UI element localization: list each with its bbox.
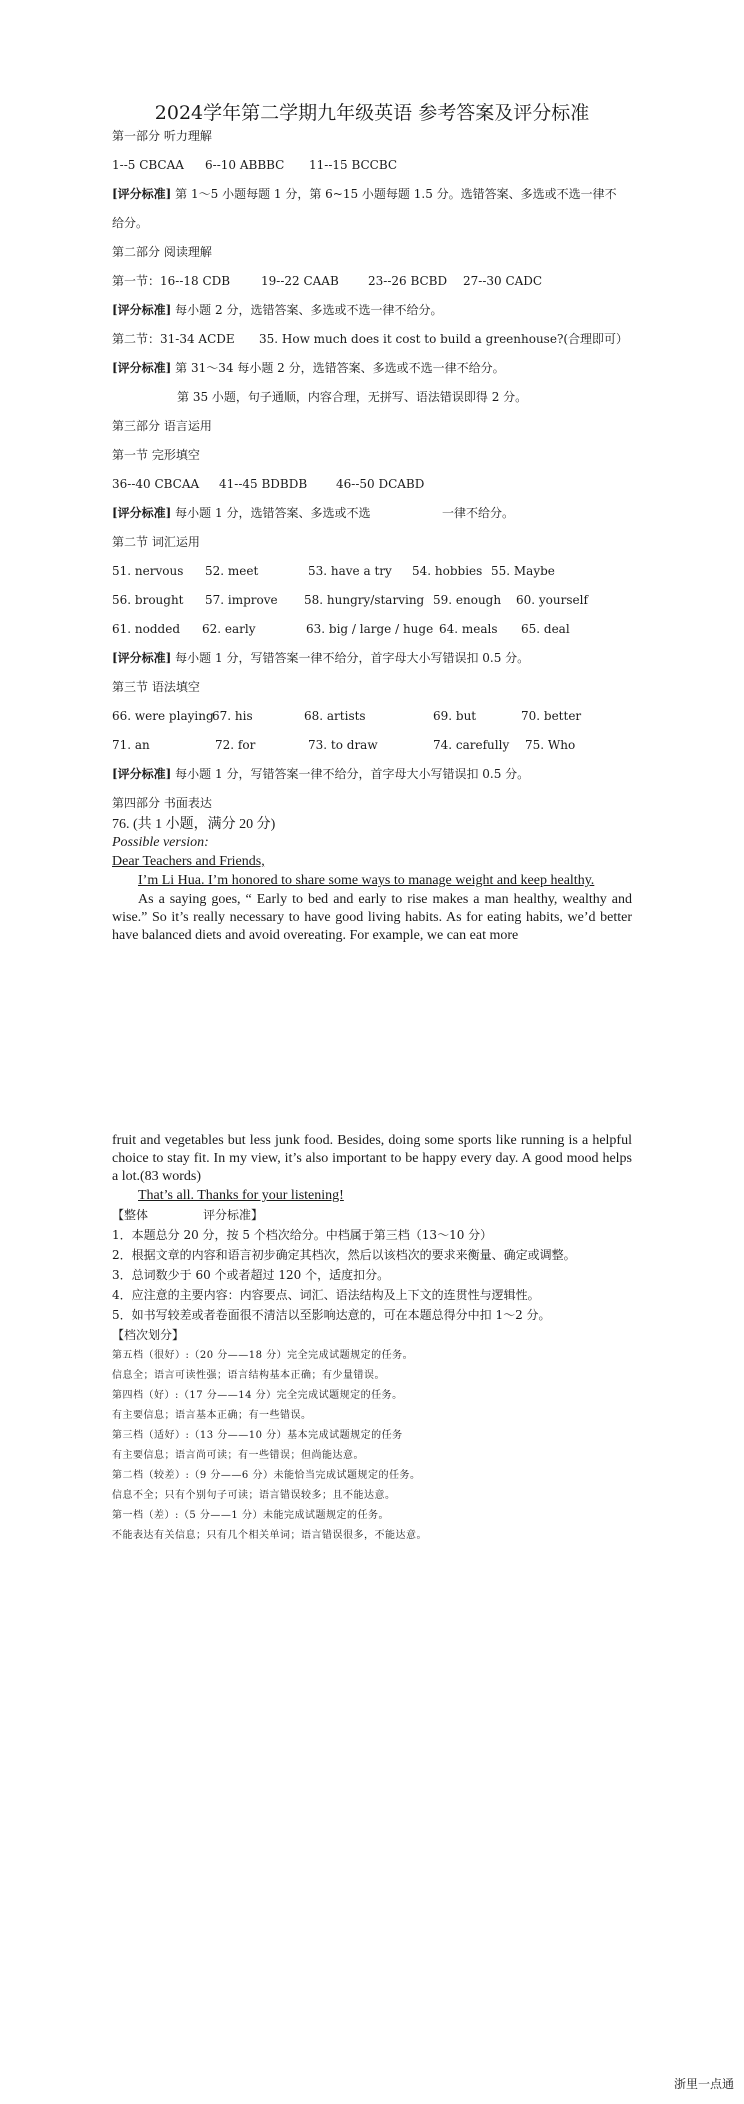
page-title: 2024学年第二学期九年级英语 参考答案及评分标准	[154, 102, 590, 124]
grade-line: 信息全；语言可读性强；语言结构基本正确；有少量错误。	[112, 1370, 385, 1381]
score-label: [评分标准]	[112, 506, 172, 520]
criteria-item: 3．总词数少于 60 个或者超过 120 个，适度扣分。	[112, 1268, 390, 1282]
grades-heading: 【档次划分】	[112, 1328, 185, 1342]
part2-sec1-a: 第一节：16--18 CDB	[112, 274, 231, 288]
vocab-answer: 57. improve	[205, 593, 278, 607]
letter-paragraph-3: fruit and vegetables but less junk food. Besides, doing some sports like running is a helpful choice to stay fit. In my view, it’s also important to be happy every day. A good mood helps a lot.(83 words)	[112, 1133, 632, 1184]
part3-score1	[112, 505, 370, 521]
score-text: 每小题 1 分，写错答案一律不给分，首字母大小写错误扣 0.5 分。	[171, 651, 530, 665]
score-text: 每小题 2 分，选错答案、多选或不选一律不给分。	[171, 303, 443, 317]
vocab-answer: 56. brought	[112, 593, 184, 607]
vocab-answer: 61. nodded	[112, 622, 180, 636]
criteria-item: 1．本题总分 20 分，按 5 个档次给分。中档属于第三档（13～10 分）	[112, 1228, 493, 1242]
vocab-answer: 64. meals	[439, 622, 498, 636]
footer-watermark: 浙里一点通	[673, 2077, 734, 2091]
cloze-answers-3: 46--50 DCABD	[336, 477, 425, 491]
part1-answers-1: 1--5 CBCAA	[112, 158, 184, 172]
score-label: [评分标准]	[112, 767, 172, 781]
part2-sec2-a: 第二节：31-34 ACDE	[112, 332, 235, 346]
score-text: 第 31～34 每小题 2 分，选错答案、多选或不选一律不给分。	[171, 361, 505, 375]
vocab-answer: 55. Maybe	[491, 564, 555, 578]
grammar-answer: 75. Who	[525, 738, 576, 752]
grade-line: 有主要信息；语言尚可读；有一些错误；但尚能达意。	[112, 1450, 364, 1461]
vocab-answer: 52. meet	[205, 564, 259, 578]
score-text: 每小题 1 分，写错答案一律不给分，首字母大小写错误扣 0.5 分。	[171, 767, 530, 781]
part1-score-rule	[112, 186, 617, 202]
part2-score2-cont: 第 35 小题，句子通顺，内容合理，无拼写、语法错误即得 2 分。	[177, 390, 528, 404]
vocab-answer: 53. have a try	[308, 564, 392, 578]
part1-answers-2: 6--10 ABBBC	[205, 158, 285, 172]
score-label: [评分标准]	[112, 187, 172, 201]
part2-score2	[112, 360, 505, 376]
part2-heading: 第二部分 阅读理解	[112, 245, 212, 259]
letter-closing: That’s all. Thanks for your listening!	[138, 1188, 344, 1203]
grade-line: 第五档（很好）:（20 分——18 分）完全完成试题规定的任务。	[112, 1350, 414, 1361]
vocab-answer: 63. big / large / huge	[306, 622, 434, 636]
score-label: [评分标准]	[112, 361, 172, 375]
criteria-item: 4．应注意的主要内容：内容要点、词汇、语法结构及上下文的连贯性与逻辑性。	[112, 1288, 540, 1302]
part2-sec1-b: 19--22 CAAB	[261, 274, 339, 288]
part3-heading: 第三部分 语言运用	[112, 419, 212, 433]
part3-score2	[112, 650, 529, 666]
question-76: 76. (共 1 小题，满分 20 分)	[112, 817, 276, 832]
criteria-item: 2．根据文章的内容和语言初步确定其档次，然后以该档次的要求来衡量、确定或调整。	[112, 1248, 576, 1262]
grade-line: 有主要信息；语言基本正确；有一些错误。	[112, 1410, 312, 1421]
cloze-answers-2: 41--45 BDBDB	[219, 477, 308, 491]
vocab-answer: 60. yourself	[516, 593, 588, 607]
letter-greeting: Dear Teachers and Friends,	[112, 854, 265, 869]
grade-line: 第三档（适好）:（13 分——10 分）基本完成试题规定的任务	[112, 1430, 403, 1441]
part2-sec1-c: 23--26 BCBD	[368, 274, 448, 288]
vocab-answer: 59. enough	[433, 593, 502, 607]
score-text: 第 1～5 小题每题 1 分，第 6~15 小题每题 1.5 分。选错答案、多选或不选一律不	[171, 187, 617, 201]
grammar-answer: 69. but	[433, 709, 477, 723]
grade-line: 第一档（差）:（5 分——1 分）未能完成试题规定的任务。	[112, 1510, 389, 1521]
vocab-answer: 58. hungry/starving	[304, 593, 425, 607]
grade-line: 第二档（较差）:（9 分——6 分）未能恰当完成试题规定的任务。	[112, 1470, 421, 1481]
grammar-answer: 67. his	[212, 709, 253, 723]
possible-version-label: Possible version:	[112, 835, 209, 850]
grammar-answer: 70. better	[521, 709, 582, 723]
grade-line: 不能表达有关信息；只有几个相关单词；语言错误很多，不能达意。	[112, 1530, 427, 1541]
score-label: [评分标准]	[112, 651, 172, 665]
grammar-answer: 68. artists	[304, 709, 366, 723]
part3-sec3-heading: 第三节 语法填空	[112, 680, 200, 694]
grammar-answer: 71. an	[112, 738, 150, 752]
vocab-answer: 62. early	[202, 622, 256, 636]
criteria-item: 5．如书写较差或者卷面很不清洁以至影响达意的，可在本题总得分中扣 1～2 分。	[112, 1308, 551, 1322]
part2-score1	[112, 302, 442, 318]
criteria-heading-a: 【整体	[112, 1208, 149, 1222]
part2-sec2-b: 35. How much does it cost to build a greenhouse?(合理即可）	[259, 332, 629, 346]
score-text: 每小题 1 分，选错答案、多选或不选	[171, 506, 371, 520]
part3-score1-tail: 一律不给分。	[442, 506, 515, 520]
letter-paragraph-1: I’m Li Hua. I’m honored to share some ways to manage weight and keep healthy.	[138, 873, 595, 888]
part1-heading: 第一部分 听力理解	[112, 129, 212, 143]
vocab-answer: 65. deal	[521, 622, 570, 636]
part2-sec1-d: 27--30 CADC	[463, 274, 543, 288]
part3-score3	[112, 766, 529, 782]
grammar-answer: 74. carefully	[433, 738, 510, 752]
part3-sec2-heading: 第二节 词汇运用	[112, 535, 200, 549]
grammar-answer: 73. to draw	[308, 738, 378, 752]
cloze-answers-1: 36--40 CBCAA	[112, 477, 200, 491]
vocab-answer: 54. hobbies	[412, 564, 483, 578]
part1-answers-3: 11--15 BCCBC	[309, 158, 398, 172]
part1-score-rule-cont: 给分。	[112, 216, 149, 230]
letter-paragraph-2: As a saying goes, “ Early to bed and early to rise makes a man healthy, wealthy and wise.” So it’s really necessary to have good living habits. As for eating habits, we’d better have balanced diets and avoid overeating. For example, we can eat more	[112, 892, 632, 943]
grammar-answer: 66. were playing	[112, 709, 214, 723]
grade-line: 第四档（好）:（17 分——14 分）完全完成试题规定的任务。	[112, 1390, 403, 1401]
criteria-heading-b: 评分标准】	[203, 1208, 264, 1222]
part4-heading: 第四部分 书面表达	[112, 796, 212, 810]
vocab-answer: 51. nervous	[112, 564, 184, 578]
grade-line: 信息不全；只有个别句子可读；语言错误较多；且不能达意。	[112, 1490, 396, 1501]
part3-sec1-heading: 第一节 完形填空	[112, 448, 200, 462]
grammar-answer: 72. for	[215, 738, 256, 752]
score-label: [评分标准]	[112, 303, 172, 317]
